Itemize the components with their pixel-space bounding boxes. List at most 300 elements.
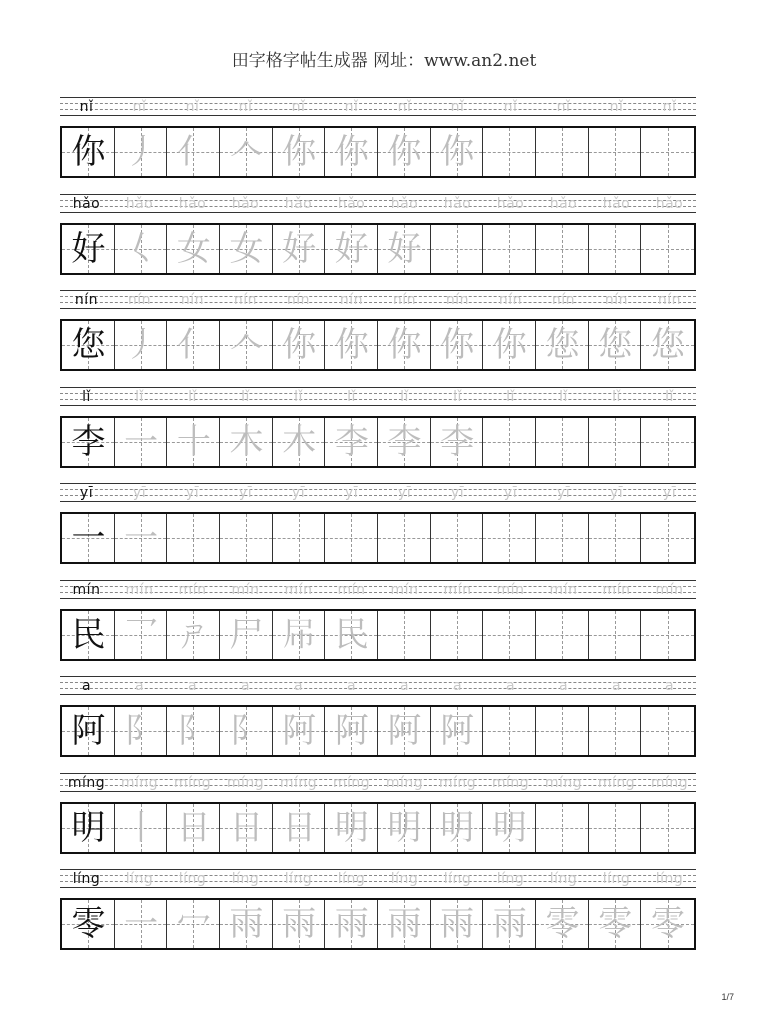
tianzige-grid — [60, 512, 696, 564]
pinyin-trace: hǎo — [390, 195, 419, 212]
tianzige-cell — [325, 514, 378, 562]
trace-character — [483, 225, 536, 273]
pinyin-band — [60, 97, 696, 121]
tianzige-cell — [589, 128, 642, 176]
tianzige-cell — [273, 804, 326, 852]
trace-character: 雨 — [229, 904, 264, 944]
model-character: 好 — [71, 228, 106, 269]
pinyin-trace: a — [558, 678, 569, 694]
tianzige-cell — [220, 321, 273, 369]
pinyin-trace: míng — [226, 774, 265, 791]
tianzige-cell — [167, 128, 220, 176]
trace-character — [536, 418, 589, 466]
trace-character — [589, 804, 642, 852]
trace-character: 明 — [334, 807, 369, 848]
tianzige-cell — [483, 321, 536, 369]
tianzige-cell — [431, 900, 484, 948]
pinyin-model: a — [81, 678, 92, 694]
model-character: 你 — [71, 132, 106, 172]
tianzige-cell — [220, 514, 273, 562]
pinyin-model: nǐ — [79, 99, 94, 115]
tianzige-cell — [273, 514, 326, 562]
pinyin-trace: nín — [339, 292, 364, 308]
pinyin-trace: nǐ — [662, 99, 677, 115]
pinyin-trace: lǐ — [612, 388, 621, 405]
practice-row — [60, 290, 696, 387]
tianzige-cell — [536, 514, 589, 562]
pinyin-model: yī — [79, 485, 94, 501]
tianzige-cell — [536, 804, 589, 852]
tianzige-cell — [483, 611, 536, 659]
trace-character — [431, 611, 484, 659]
trace-character: 阿 — [334, 711, 369, 751]
tianzige-cell — [325, 321, 378, 369]
pinyin-trace: mín — [178, 581, 207, 598]
trace-character — [483, 707, 536, 755]
tianzige-cell — [115, 804, 168, 852]
trace-character: 李 — [387, 421, 422, 462]
tianzige-cell — [273, 321, 326, 369]
trace-character: 𠆢 — [229, 325, 264, 365]
trace-character — [641, 804, 694, 852]
pinyin-trace: nǐ — [556, 99, 571, 115]
tianzige-cell — [115, 900, 168, 948]
tianzige-cell — [483, 418, 536, 466]
trace-character — [536, 611, 589, 659]
pinyin-trace: mín — [337, 581, 366, 598]
pinyin-trace: yī — [291, 485, 306, 501]
trace-character — [378, 611, 431, 659]
trace-character: 你 — [440, 132, 475, 172]
trace-character: 日 — [176, 807, 211, 848]
tianzige-cell — [115, 514, 168, 562]
trace-character — [483, 418, 536, 466]
pinyin-trace: líng — [549, 871, 578, 887]
tianzige-cell — [483, 804, 536, 852]
pinyin-trace: a — [664, 678, 675, 694]
trace-character — [641, 611, 694, 659]
tianzige-cell — [431, 707, 484, 755]
trace-character: 𠆢 — [229, 132, 264, 172]
pinyin-trace: hǎo — [602, 195, 631, 212]
tianzige-cell — [273, 611, 326, 659]
trace-character: 丿 — [124, 132, 159, 172]
tianzige-cell — [273, 128, 326, 176]
pinyin-trace: mín — [125, 581, 154, 598]
model-character: 一 — [71, 518, 106, 558]
trace-character: 冖 — [176, 904, 211, 944]
tianzige-cell — [589, 900, 642, 948]
pinyin-trace: líng — [231, 871, 260, 887]
trace-character: 木 — [229, 421, 264, 462]
pinyin-trace: a — [134, 678, 145, 694]
tianzige-cell — [273, 900, 326, 948]
tianzige-cell — [641, 707, 694, 755]
tianzige-cell — [220, 128, 273, 176]
tianzige-cell — [641, 900, 694, 948]
pinyin-trace: lǐ — [188, 388, 197, 405]
pinyin-trace: líng — [602, 871, 631, 887]
trace-character: 民 — [334, 614, 369, 655]
trace-character: 阿 — [387, 711, 422, 751]
pinyin-band — [60, 869, 696, 893]
pinyin-trace: mín — [655, 581, 684, 598]
trace-character: 日 — [282, 807, 317, 848]
pinyin-trace: míng — [279, 774, 318, 791]
pinyin-trace: yī — [344, 485, 359, 501]
tianzige-cell — [167, 418, 220, 466]
trace-character — [220, 514, 273, 562]
tianzige-cell — [325, 128, 378, 176]
trace-character — [483, 128, 536, 176]
trace-character: 亻 — [176, 132, 211, 172]
trace-character: 你 — [334, 325, 369, 365]
tianzige-cell — [536, 321, 589, 369]
tianzige-cell — [378, 611, 431, 659]
pinyin-trace: lǐ — [453, 388, 462, 405]
trace-character: 雨 — [387, 904, 422, 944]
pinyin-trace: nín — [286, 292, 311, 308]
tianzige-cell — [273, 707, 326, 755]
trace-character: 雨 — [334, 904, 369, 944]
tianzige-cell — [431, 128, 484, 176]
tianzige-cell — [378, 225, 431, 273]
trace-character — [641, 128, 694, 176]
pinyin-trace: nǐ — [450, 99, 465, 115]
pinyin-trace: nín — [233, 292, 258, 308]
tianzige-cell — [483, 225, 536, 273]
pinyin-trace: nín — [498, 292, 523, 308]
trace-character: 你 — [387, 132, 422, 172]
model-character: 零 — [71, 904, 106, 944]
pinyin-band — [60, 387, 696, 411]
trace-character: 日 — [229, 807, 264, 848]
tianzige-cell — [62, 707, 115, 755]
pinyin-trace: yī — [397, 485, 412, 501]
pinyin-trace: líng — [125, 871, 154, 887]
pinyin-trace: míng — [544, 774, 583, 791]
trace-character: 阝 — [176, 711, 211, 751]
trace-character: 李 — [334, 421, 369, 462]
trace-character: 你 — [334, 132, 369, 172]
trace-character: 尸 — [229, 614, 264, 655]
trace-character: 明 — [387, 807, 422, 848]
tianzige-cell — [62, 611, 115, 659]
trace-character — [536, 128, 589, 176]
pinyin-trace: líng — [443, 871, 472, 887]
trace-character: ㄕ — [176, 614, 211, 655]
tianzige-cell — [167, 804, 220, 852]
tianzige-cell — [220, 804, 273, 852]
pinyin-band — [60, 676, 696, 700]
tianzige-grid — [60, 223, 696, 275]
tianzige-grid — [60, 609, 696, 661]
trace-character: 𡰯 — [282, 614, 317, 655]
practice-row — [60, 869, 696, 966]
pinyin-trace: nín — [657, 292, 682, 308]
pinyin-trace: a — [452, 678, 463, 694]
tianzige-cell — [167, 514, 220, 562]
pinyin-trace: míng — [120, 774, 159, 791]
tianzige-grid — [60, 898, 696, 950]
pinyin-trace: mín — [443, 581, 472, 598]
tianzige-cell — [641, 321, 694, 369]
practice-row — [60, 580, 696, 677]
trace-character: 𡿨 — [124, 228, 159, 269]
tianzige-cell — [431, 611, 484, 659]
tianzige-cell — [589, 611, 642, 659]
pinyin-trace: nǐ — [132, 99, 147, 115]
trace-character: 一 — [124, 421, 159, 462]
pinyin-trace: míng — [438, 774, 477, 791]
trace-character: 你 — [387, 325, 422, 365]
tianzige-cell — [589, 514, 642, 562]
trace-character: 零 — [545, 904, 580, 944]
trace-character — [378, 514, 431, 562]
trace-character — [431, 225, 484, 273]
pinyin-trace: mín — [231, 581, 260, 598]
page-number: 1/7 — [721, 992, 734, 1002]
tianzige-cell — [378, 514, 431, 562]
tianzige-cell — [220, 225, 273, 273]
tianzige-cell — [431, 321, 484, 369]
tianzige-cell — [167, 225, 220, 273]
trace-character: 您 — [650, 325, 685, 365]
tianzige-cell — [62, 321, 115, 369]
pinyin-band — [60, 773, 696, 797]
pinyin-trace: lǐ — [665, 388, 674, 405]
trace-character — [641, 514, 694, 562]
trace-character — [589, 418, 642, 466]
pinyin-model: hǎo — [72, 195, 101, 212]
pinyin-band — [60, 194, 696, 218]
trace-character: 一 — [124, 904, 159, 944]
pinyin-trace: lǐ — [241, 388, 250, 405]
pinyin-trace: yī — [450, 485, 465, 501]
tianzige-cell — [483, 900, 536, 948]
pinyin-trace: nǐ — [503, 99, 518, 115]
trace-character — [431, 514, 484, 562]
trace-character — [589, 514, 642, 562]
tianzige-cell — [589, 418, 642, 466]
tianzige-cell — [641, 225, 694, 273]
tianzige-cell — [115, 225, 168, 273]
tianzige-cell — [641, 514, 694, 562]
tianzige-cell — [62, 225, 115, 273]
pinyin-trace: míng — [597, 774, 636, 791]
trace-character — [483, 514, 536, 562]
pinyin-trace: mín — [284, 581, 313, 598]
trace-character: 好 — [334, 228, 369, 269]
trace-character — [641, 418, 694, 466]
tianzige-cell — [273, 418, 326, 466]
trace-character — [325, 514, 378, 562]
model-character: 阿 — [71, 711, 106, 751]
pinyin-trace: hǎo — [549, 195, 578, 212]
pinyin-trace: nǐ — [185, 99, 200, 115]
trace-character: 雨 — [282, 904, 317, 944]
model-character: 李 — [71, 421, 106, 462]
practice-row — [60, 97, 696, 194]
tianzige-cell — [378, 321, 431, 369]
trace-character: 您 — [545, 325, 580, 365]
trace-character — [589, 707, 642, 755]
trace-character: 阝 — [229, 711, 264, 751]
pinyin-trace: a — [611, 678, 622, 694]
tianzige-cell — [220, 707, 273, 755]
trace-character — [536, 804, 589, 852]
pinyin-trace: a — [346, 678, 357, 694]
trace-character — [483, 611, 536, 659]
tianzige-cell — [325, 611, 378, 659]
pinyin-trace: yī — [662, 485, 677, 501]
tianzige-cell — [536, 225, 589, 273]
tianzige-cell — [589, 707, 642, 755]
trace-character: 阿 — [282, 711, 317, 751]
trace-character — [641, 225, 694, 273]
tianzige-cell — [536, 128, 589, 176]
pinyin-trace: hǎo — [125, 195, 154, 212]
tianzige-cell — [115, 418, 168, 466]
tianzige-cell — [62, 804, 115, 852]
pinyin-trace: mín — [602, 581, 631, 598]
pinyin-trace: lǐ — [135, 388, 144, 405]
pinyin-band — [60, 580, 696, 604]
tianzige-cell — [431, 804, 484, 852]
tianzige-cell — [115, 707, 168, 755]
tianzige-cell — [589, 225, 642, 273]
tianzige-cell — [220, 611, 273, 659]
tianzige-cell — [641, 418, 694, 466]
tianzige-cell — [167, 900, 220, 948]
pinyin-trace: míng — [332, 774, 371, 791]
pinyin-trace: yī — [609, 485, 624, 501]
trace-character: 丨 — [124, 807, 159, 848]
tianzige-cell — [589, 804, 642, 852]
trace-character: 你 — [282, 132, 317, 172]
pinyin-trace: nín — [180, 292, 205, 308]
pinyin-trace: míng — [385, 774, 424, 791]
model-character: 您 — [71, 325, 106, 365]
trace-character: 阝 — [124, 711, 159, 751]
pinyin-trace: a — [293, 678, 304, 694]
pinyin-trace: hǎo — [496, 195, 525, 212]
tianzige-cell — [325, 225, 378, 273]
tianzige-cell — [62, 514, 115, 562]
trace-character: 阿 — [440, 711, 475, 751]
pinyin-trace: líng — [496, 871, 525, 887]
tianzige-cell — [325, 418, 378, 466]
tianzige-cell — [115, 321, 168, 369]
tianzige-cell — [62, 128, 115, 176]
pinyin-trace: a — [399, 678, 410, 694]
model-character: 明 — [71, 807, 106, 848]
pinyin-trace: míng — [173, 774, 212, 791]
pinyin-trace: lǐ — [559, 388, 568, 405]
pinyin-trace: nín — [392, 292, 417, 308]
pinyin-model: nín — [74, 292, 99, 308]
tianzige-cell — [273, 225, 326, 273]
tianzige-grid — [60, 802, 696, 854]
pinyin-band — [60, 290, 696, 314]
trace-character — [167, 514, 220, 562]
trace-character: 李 — [440, 421, 475, 462]
pinyin-trace: hǎo — [655, 195, 684, 212]
pinyin-trace: lǐ — [400, 388, 409, 405]
tianzige-cell — [483, 707, 536, 755]
trace-character: 你 — [282, 325, 317, 365]
tianzige-grid — [60, 705, 696, 757]
practice-row — [60, 773, 696, 870]
practice-row — [60, 194, 696, 291]
pinyin-trace: líng — [337, 871, 366, 887]
pinyin-trace: líng — [284, 871, 313, 887]
tianzige-cell — [641, 804, 694, 852]
pinyin-trace: nǐ — [344, 99, 359, 115]
pinyin-trace: líng — [655, 871, 684, 887]
pinyin-trace: míng — [491, 774, 530, 791]
tianzige-cell — [62, 900, 115, 948]
tianzige-cell — [115, 128, 168, 176]
tianzige-cell — [483, 128, 536, 176]
trace-character — [589, 128, 642, 176]
page-title: 田字格字帖生成器 网址：www.an2.net — [231, 51, 537, 71]
trace-character: 零 — [650, 904, 685, 944]
tianzige-cell — [378, 707, 431, 755]
tianzige-cell — [325, 707, 378, 755]
trace-character: 女 — [176, 228, 211, 269]
pinyin-trace: yī — [185, 485, 200, 501]
pinyin-trace: míng — [650, 774, 689, 791]
pinyin-trace: yī — [238, 485, 253, 501]
trace-character — [536, 514, 589, 562]
pinyin-trace: a — [505, 678, 516, 694]
pinyin-trace: mín — [549, 581, 578, 598]
pinyin-model: mín — [72, 581, 101, 598]
tianzige-cell — [378, 418, 431, 466]
tianzige-cell — [325, 804, 378, 852]
pinyin-trace: nǐ — [291, 99, 306, 115]
pinyin-trace: nǐ — [238, 99, 253, 115]
pinyin-trace: lǐ — [347, 388, 356, 405]
pinyin-trace: yī — [556, 485, 571, 501]
tianzige-cell — [536, 611, 589, 659]
pinyin-model: lǐ — [82, 388, 91, 405]
practice-row — [60, 387, 696, 484]
pinyin-trace: lǐ — [294, 388, 303, 405]
pinyin-trace: líng — [390, 871, 419, 887]
tianzige-cell — [220, 900, 273, 948]
trace-character: 亻 — [176, 325, 211, 365]
tianzige-cell — [536, 707, 589, 755]
tianzige-cell — [536, 418, 589, 466]
tianzige-cell — [325, 900, 378, 948]
trace-character — [536, 707, 589, 755]
trace-character — [641, 707, 694, 755]
tianzige-cell — [167, 707, 220, 755]
tianzige-cell — [431, 225, 484, 273]
tianzige-cell — [167, 611, 220, 659]
tianzige-cell — [641, 128, 694, 176]
pinyin-trace: lǐ — [506, 388, 515, 405]
trace-character: 一 — [124, 518, 159, 558]
pinyin-trace: a — [240, 678, 251, 694]
pinyin-trace: nǐ — [609, 99, 624, 115]
trace-character — [589, 611, 642, 659]
trace-character: 明 — [492, 807, 527, 848]
pinyin-model: míng — [67, 774, 106, 791]
trace-character — [589, 225, 642, 273]
